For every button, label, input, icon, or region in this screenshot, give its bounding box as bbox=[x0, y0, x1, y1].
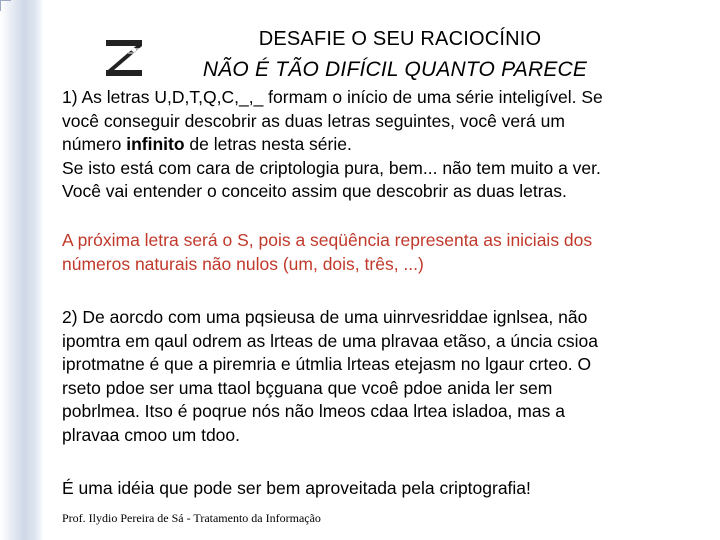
answer-1-line-1: A próxima letra será o S, pois a seqüência representa as iniciais dos bbox=[62, 230, 593, 250]
challenge-1-emphasis: infinito bbox=[126, 134, 185, 154]
challenge-1-line-2: você conseguir descobrir as duas letras seguintes, você verá um bbox=[62, 110, 565, 131]
challenge-1-paragraph bbox=[62, 86, 702, 204]
corner-mark bbox=[0, 0, 11, 11]
answer-1-line-2: números naturais não nulos (um, dois, três, ...) bbox=[62, 253, 424, 274]
challenge-1-line-1: 1) As letras U,D,T,Q,C,_,_ formam o início de uma série inteligível. Se bbox=[62, 87, 603, 107]
answer-1-paragraph bbox=[62, 229, 702, 276]
challenge-1-line-4: Se isto está com cara de criptologia pura, bem... não tem muito a ver. bbox=[62, 157, 601, 178]
challenge-1-line-5: Você vai entender o conceito assim que descobrir as duas letras. bbox=[62, 181, 567, 201]
challenge-1-line-3-end: de letras nesta série. bbox=[184, 134, 352, 154]
challenge-2-line-3: iprotmatne é que a piremria e útmlia lrteas etejasm no lgaur crteo. O bbox=[62, 354, 592, 374]
page-subtitle: NÃO É TÃO DIFÍCIL QUANTO PARECE bbox=[202, 58, 588, 81]
challenge-2-line-1: 2) De aorcdo com uma pqsieusa de uma uinrvesriddae ignlsea, não bbox=[62, 307, 588, 327]
challenge-2-line-6: plravaa cmoo um tdoo. bbox=[62, 424, 241, 445]
closing-line: É uma idéia que pode ser bem aproveitada pela criptografia! bbox=[62, 478, 531, 498]
challenge-1-line-3-start: número bbox=[62, 134, 127, 154]
challenge-1-line-3 bbox=[62, 133, 702, 157]
challenge-2-line-4: rseto pdoe ser uma ttaol bçguana que vcoê pdoe anida ler sem bbox=[62, 377, 553, 398]
footer-credit: Prof. Ilydio Pereira de Sá - Tratamento da Informação bbox=[62, 511, 321, 525]
page-title: DESAFIE O SEU RACIOCÍNIO bbox=[258, 28, 542, 50]
challenge-2-line-5: pobrlmea. Itso é poqrue nós não lmeos cdaa lrtea isladoa, mas a bbox=[62, 401, 565, 421]
decorative-side-band bbox=[0, 0, 44, 540]
challenge-2-paragraph bbox=[62, 306, 702, 447]
stylized-z-logo-icon bbox=[104, 38, 144, 78]
closing-paragraph bbox=[62, 477, 702, 501]
challenge-2-line-2: ipomtra em qaul odrem as lrteas de uma plravaa etãso, a úncia csioa bbox=[62, 330, 598, 351]
